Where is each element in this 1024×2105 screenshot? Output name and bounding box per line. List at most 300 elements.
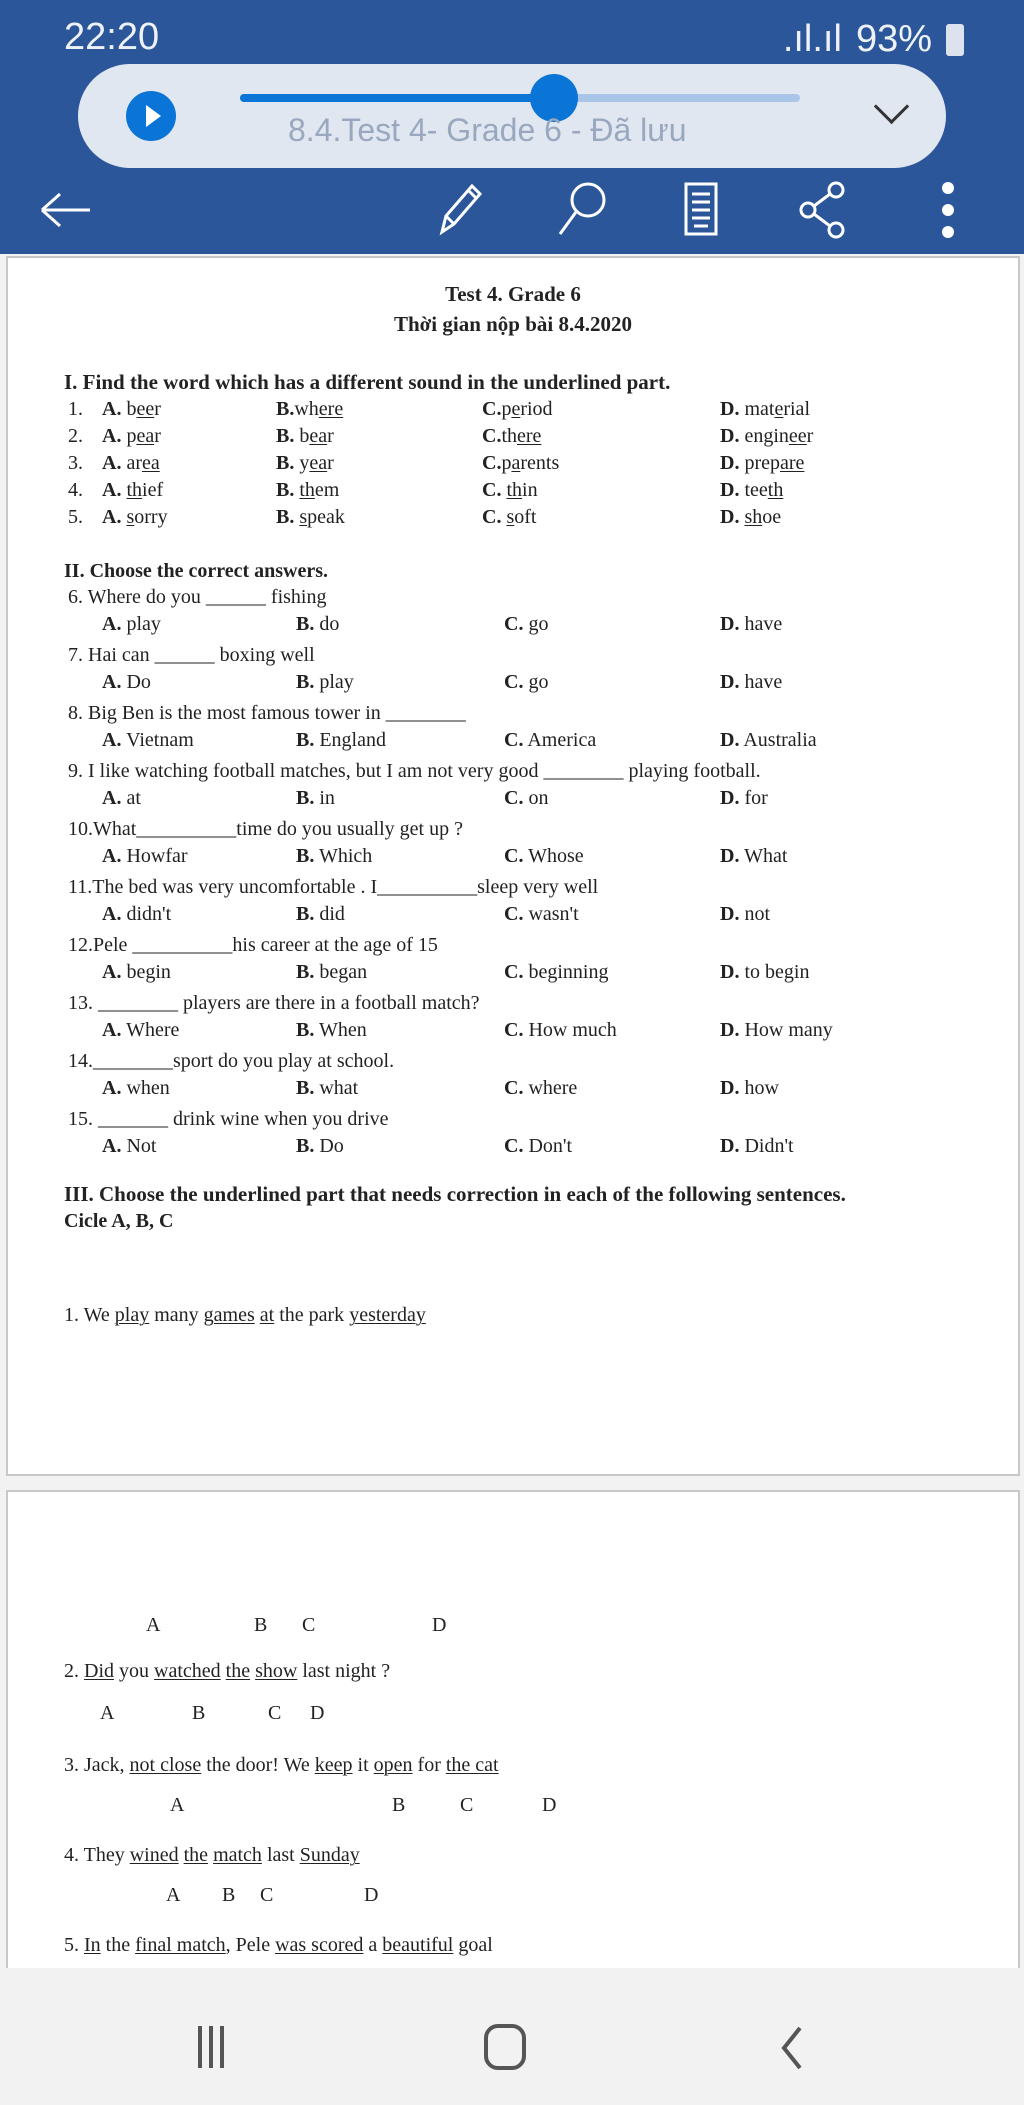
option-text: Howfar <box>121 845 188 867</box>
answer-option <box>720 1019 833 1042</box>
answer-option <box>102 845 188 868</box>
option-letter: B. <box>296 1135 315 1157</box>
answer-option <box>720 1077 779 1100</box>
option-letter: D. <box>720 1135 740 1157</box>
option-text: to begin <box>739 961 810 983</box>
answer-option <box>102 613 161 636</box>
answer-option <box>504 845 584 868</box>
option-letter: B. <box>296 729 315 751</box>
option-letter: C. <box>504 671 524 693</box>
answer-letter: A <box>170 1794 185 1816</box>
underlined-part: th <box>126 479 143 501</box>
option-c <box>482 452 559 475</box>
section-2-heading: II. Choose the correct answers. <box>64 560 329 582</box>
option-letter: A. <box>102 425 122 447</box>
underlined-part: sh <box>744 506 763 528</box>
option-text: Not <box>121 1135 157 1157</box>
underlined-part: the <box>183 1844 209 1866</box>
answer-option <box>504 961 608 984</box>
option-letter: B. <box>296 1019 315 1041</box>
option-b <box>276 479 339 502</box>
option-text: When <box>314 1019 367 1041</box>
answer-option <box>102 1077 170 1100</box>
option-text: do <box>314 613 340 635</box>
search-icon[interactable] <box>554 180 610 240</box>
answer-letter: A <box>100 1702 115 1724</box>
question-text: 11.The bed was very uncomfortable . I__________sleep very well <box>68 876 599 898</box>
option-text: y <box>294 452 310 474</box>
answer-option <box>296 613 339 636</box>
underlined-part: was scored <box>275 1934 364 1956</box>
row-number: 3. <box>68 452 83 474</box>
answer-option <box>720 1135 794 1158</box>
answer-option <box>504 903 579 926</box>
back-arrow-icon[interactable] <box>38 190 94 230</box>
answer-option <box>504 1019 617 1042</box>
underlined-part: watched <box>154 1660 221 1682</box>
option-text: have <box>739 671 783 693</box>
chevron-down-icon[interactable] <box>874 89 909 124</box>
option-letter: B. <box>276 506 295 528</box>
sentence-text: the <box>100 1934 136 1956</box>
option-letter: B. <box>296 613 315 635</box>
answer-option <box>296 787 335 810</box>
underlined-part: at <box>259 1304 275 1326</box>
option-letter: C. <box>504 729 524 751</box>
answer-option <box>296 1077 358 1100</box>
option-text: r <box>327 452 334 474</box>
sentence-4 <box>64 1844 360 1867</box>
underlined-part: th <box>506 479 523 501</box>
underlined-part: wined <box>129 1844 179 1866</box>
sentence-text: the park <box>274 1304 350 1326</box>
section-3-heading: III. Choose the underlined part that needs correction in each of the following sentences. <box>64 1182 846 1206</box>
underlined-part: th <box>767 479 784 501</box>
underlined-part: In <box>84 1934 101 1956</box>
answer-option <box>296 1135 344 1158</box>
answer-letter: B <box>392 1794 406 1816</box>
question-text: 12.Pele __________his career at the age of 15 <box>68 934 438 956</box>
document-page-2 <box>6 1490 1020 1994</box>
sentence-text: 5. <box>64 1934 84 1956</box>
option-text: orry <box>134 506 168 528</box>
option-a <box>102 398 161 421</box>
sentence-text: for <box>412 1754 446 1776</box>
system-nav-bar <box>0 1968 1024 2105</box>
reading-view-icon[interactable] <box>682 180 722 240</box>
option-a <box>102 425 161 448</box>
answer-option <box>102 1019 179 1042</box>
option-letter: A. <box>102 903 122 925</box>
sentence-text: 3. Jack, <box>64 1754 130 1776</box>
option-letter: B. <box>296 961 315 983</box>
option-letter: A. <box>102 961 122 983</box>
option-a <box>102 479 163 502</box>
doc-title: Test 4. Grade 6 <box>445 282 581 306</box>
answer-letter: B <box>254 1614 268 1636</box>
option-text: tee <box>739 479 768 501</box>
answer-letter: D <box>310 1702 325 1724</box>
answer-letter: A <box>146 1614 161 1636</box>
option-text: Do <box>314 1135 344 1157</box>
answer-letter: A <box>166 1884 181 1906</box>
option-d <box>720 479 783 502</box>
option-letter: B. <box>296 787 315 809</box>
option-letter: C. <box>482 398 502 420</box>
option-text: America <box>523 729 597 751</box>
option-b <box>276 506 345 529</box>
back-icon[interactable] <box>778 2024 808 2074</box>
option-text: Vietnam <box>121 729 194 751</box>
answer-option <box>720 613 782 636</box>
sentence-text: the door! We <box>201 1754 315 1776</box>
option-text: r <box>154 398 161 420</box>
answer-option <box>296 671 354 694</box>
answer-option <box>296 1019 367 1042</box>
row-number: 5. <box>68 506 83 528</box>
sentence-1 <box>64 1304 426 1327</box>
underlined-part: ea <box>142 452 160 474</box>
option-text: begin <box>121 961 171 983</box>
option-letter: D. <box>720 729 740 751</box>
sentence-text: last <box>261 1844 300 1866</box>
option-letter: D. <box>720 671 740 693</box>
section-1-heading: I. Find the word which has a different sound in the underlined part. <box>64 370 671 394</box>
option-text: oe <box>762 506 782 528</box>
underlined-part: Did <box>84 1660 114 1682</box>
sentence-text: last night ? <box>297 1660 391 1682</box>
option-text: England <box>314 729 386 751</box>
question-text: 7. Hai can ______ boxing well <box>68 644 315 666</box>
option-text: What <box>739 845 788 867</box>
answer-option <box>296 845 372 868</box>
option-letter: B. <box>296 845 315 867</box>
option-letter: C. <box>482 479 502 501</box>
answer-option <box>720 845 787 868</box>
answer-option <box>504 787 548 810</box>
underlined-part: ea <box>136 425 155 447</box>
play-icon[interactable] <box>126 91 176 141</box>
battery-percent: 93% <box>855 18 932 60</box>
underlined-part: s <box>506 506 515 528</box>
option-text: Which <box>314 845 373 867</box>
home-icon[interactable] <box>482 2022 528 2072</box>
more-vert-icon[interactable] <box>938 180 958 240</box>
option-d <box>720 425 813 448</box>
option-text: wasn't <box>523 903 579 925</box>
option-text: prep <box>739 452 780 474</box>
option-letter: D. <box>720 506 740 528</box>
sentence-text: 2. <box>64 1660 84 1682</box>
option-letter: D. <box>720 398 740 420</box>
option-letter: D. <box>720 961 740 983</box>
option-text: Didn't <box>739 1135 794 1157</box>
option-text: rents <box>520 452 560 474</box>
option-text: on <box>523 787 549 809</box>
option-text: th <box>501 425 518 447</box>
option-text: riod <box>520 398 553 420</box>
progress-fill <box>240 94 554 102</box>
option-letter: A. <box>102 787 122 809</box>
option-text: beginning <box>523 961 609 983</box>
answer-option <box>102 671 151 694</box>
option-text: oft <box>514 506 537 528</box>
option-a <box>102 452 160 475</box>
answer-letter: C <box>302 1614 316 1636</box>
option-letter: B. <box>296 903 315 925</box>
option-letter: B. <box>296 1077 315 1099</box>
section-3-subheading: Cicle A, B, C <box>64 1210 174 1232</box>
option-c <box>482 506 536 529</box>
option-text: mat <box>739 398 775 420</box>
underlined-part: th <box>299 479 315 501</box>
answer-option <box>720 787 768 810</box>
option-letter: B. <box>296 671 315 693</box>
question-text: 9. I like watching football matches, but I am not very good ________ playing football. <box>68 760 761 782</box>
option-b <box>276 452 334 475</box>
progress-slider[interactable] <box>240 94 800 102</box>
question-text: 8. Big Ben is the most famous tower in ________ <box>68 702 466 724</box>
option-text: when <box>121 1077 170 1099</box>
option-letter: A. <box>102 845 122 867</box>
question-text: 6. Where do you ______ fishing <box>68 586 327 608</box>
option-text: where <box>523 1077 578 1099</box>
underlined-part: ere <box>318 398 344 420</box>
option-letter: D. <box>720 1019 740 1041</box>
answer-option <box>504 1135 572 1158</box>
option-text: in <box>522 479 538 501</box>
option-text: p <box>501 452 512 474</box>
sentence-text: goal <box>453 1934 493 1956</box>
row-number: 1. <box>68 398 83 420</box>
underlined-part: open <box>373 1754 413 1776</box>
answer-option <box>720 671 782 694</box>
answer-option <box>720 903 770 926</box>
option-letter: B. <box>276 425 295 447</box>
option-text: go <box>523 613 549 635</box>
option-text: r <box>806 425 814 447</box>
share-icon[interactable] <box>796 180 852 240</box>
sentence-text: it <box>352 1754 374 1776</box>
underlined-part: yesterday <box>349 1304 426 1326</box>
pencil-icon[interactable] <box>432 180 484 240</box>
option-letter: D. <box>720 903 740 925</box>
option-letter: C. <box>504 845 524 867</box>
sentence-3 <box>64 1754 499 1777</box>
option-letter: D. <box>720 787 740 809</box>
option-c <box>482 425 541 448</box>
answer-option <box>102 961 171 984</box>
answer-option <box>504 729 596 752</box>
option-text: Don't <box>523 1135 573 1157</box>
answer-option <box>102 787 141 810</box>
option-b <box>276 398 343 421</box>
option-text: p <box>501 398 512 420</box>
answer-option <box>296 729 386 752</box>
option-letter: C. <box>504 961 524 983</box>
row-number: 4. <box>68 479 83 501</box>
option-text: wh <box>294 398 319 420</box>
underlined-part: ee <box>788 425 807 447</box>
answer-option <box>504 671 548 694</box>
underlined-part: Sunday <box>299 1844 360 1866</box>
option-letter: C. <box>482 425 502 447</box>
recent-apps-icon[interactable] <box>196 2022 226 2072</box>
option-text: How many <box>739 1019 833 1041</box>
option-text: How much <box>523 1019 617 1041</box>
option-letter: B. <box>276 452 295 474</box>
answer-letter: C <box>260 1884 274 1906</box>
option-letter: D. <box>720 479 740 501</box>
option-c <box>482 398 553 421</box>
option-d <box>720 398 810 421</box>
option-letter: D. <box>720 425 740 447</box>
option-text: ief <box>142 479 164 501</box>
app-toolbar <box>0 0 1024 254</box>
answer-option <box>102 1135 156 1158</box>
option-text: have <box>739 613 783 635</box>
answer-option <box>720 729 817 752</box>
option-text: at <box>121 787 141 809</box>
option-letter: A. <box>102 671 122 693</box>
underlined-part: games <box>203 1304 255 1326</box>
option-text: did <box>314 903 345 925</box>
underlined-part: ea <box>309 452 328 474</box>
underlined-part: final match <box>135 1934 226 1956</box>
underlined-part: show <box>255 1660 298 1682</box>
option-letter: A. <box>102 729 122 751</box>
question-text: 10.What__________time do you usually get up ? <box>68 818 463 840</box>
sentence-5 <box>64 1934 493 1957</box>
underlined-part: e <box>511 398 521 420</box>
option-text: b <box>294 425 310 447</box>
sentence-2 <box>64 1660 390 1683</box>
option-d <box>720 452 804 475</box>
option-letter: C. <box>504 613 524 635</box>
underlined-part: the cat <box>445 1754 499 1776</box>
sentence-text: , Pele <box>225 1934 276 1956</box>
option-letter: C. <box>504 1135 524 1157</box>
option-text: rial <box>783 398 810 420</box>
answer-letter: D <box>364 1884 379 1906</box>
underlined-part: s <box>299 506 308 528</box>
option-d <box>720 506 781 529</box>
status-time: 22:20 <box>64 16 160 58</box>
option-text: p <box>121 425 137 447</box>
option-text: b <box>121 398 137 420</box>
option-letter: A. <box>102 398 122 420</box>
option-letter: A. <box>102 1019 122 1041</box>
option-letter: D. <box>720 613 740 635</box>
option-text: how <box>739 1077 779 1099</box>
underlined-part: a <box>511 452 521 474</box>
option-text: engin <box>739 425 789 447</box>
underlined-part: ea <box>309 425 328 447</box>
answer-option <box>504 1077 577 1100</box>
option-letter: A. <box>102 479 122 501</box>
option-letter: B. <box>276 479 295 501</box>
option-text: go <box>523 671 549 693</box>
option-b <box>276 425 334 448</box>
answer-letter: C <box>460 1794 474 1816</box>
underlined-part: the <box>225 1660 251 1682</box>
option-letter: C. <box>504 1077 524 1099</box>
option-a <box>102 506 168 529</box>
sentence-text: a <box>363 1934 383 1956</box>
underlined-part: play <box>114 1304 150 1326</box>
answer-option <box>102 729 194 752</box>
document-page-1 <box>6 256 1020 1476</box>
underlined-part: ere <box>517 425 542 447</box>
option-letter: C. <box>482 452 502 474</box>
answer-option <box>102 903 171 926</box>
option-letter: D. <box>720 1077 740 1099</box>
underlined-part: keep <box>314 1754 353 1776</box>
option-text: em <box>314 479 340 501</box>
option-letter: C. <box>504 787 524 809</box>
question-text: 14.________sport do you play at school. <box>68 1050 395 1072</box>
option-c <box>482 479 538 502</box>
battery-icon <box>946 24 964 56</box>
option-text: peak <box>307 506 345 528</box>
option-text: not <box>739 903 771 925</box>
sentence-text: many <box>149 1304 204 1326</box>
option-text: play <box>314 671 354 693</box>
status-bar <box>64 14 964 64</box>
option-letter: D. <box>720 845 740 867</box>
option-letter: C. <box>504 1019 524 1041</box>
option-text: Where <box>121 1019 180 1041</box>
answer-option <box>720 961 809 984</box>
underlined-part: match <box>213 1844 262 1866</box>
option-text: r <box>154 425 161 447</box>
underlined-part: ee <box>136 398 155 420</box>
status-right <box>783 18 964 61</box>
option-text: Australia <box>739 729 817 751</box>
option-text: play <box>121 613 161 635</box>
underlined-part: are <box>780 452 805 474</box>
sentence-text: 4. They <box>64 1844 130 1866</box>
answer-letter: D <box>542 1794 557 1816</box>
option-letter: A. <box>102 506 122 528</box>
option-text: didn't <box>121 903 172 925</box>
underlined-part: s <box>126 506 135 528</box>
option-letter: C. <box>482 506 502 528</box>
signal-icon: .ıl.ıl <box>782 18 842 60</box>
option-text: r <box>327 425 334 447</box>
option-text: what <box>314 1077 359 1099</box>
answer-letter: D <box>432 1614 447 1636</box>
option-text: began <box>314 961 368 983</box>
option-text: Do <box>121 671 151 693</box>
answer-option <box>296 961 367 984</box>
sentence-text: you <box>114 1660 154 1682</box>
option-letter: A. <box>102 1077 122 1099</box>
answer-letter: C <box>268 1702 282 1724</box>
option-letter: A. <box>102 452 122 474</box>
answer-letter: B <box>222 1884 236 1906</box>
sentence-text: 1. We <box>64 1304 115 1326</box>
underlined-part: beautiful <box>382 1934 454 1956</box>
option-letter: B. <box>276 398 295 420</box>
underlined-part: e <box>774 398 784 420</box>
option-letter: C. <box>504 903 524 925</box>
option-letter: D. <box>720 452 740 474</box>
answer-option <box>296 903 345 926</box>
option-letter: A. <box>102 1135 122 1157</box>
row-number: 2. <box>68 425 83 447</box>
underlined-part: not close <box>129 1754 202 1776</box>
